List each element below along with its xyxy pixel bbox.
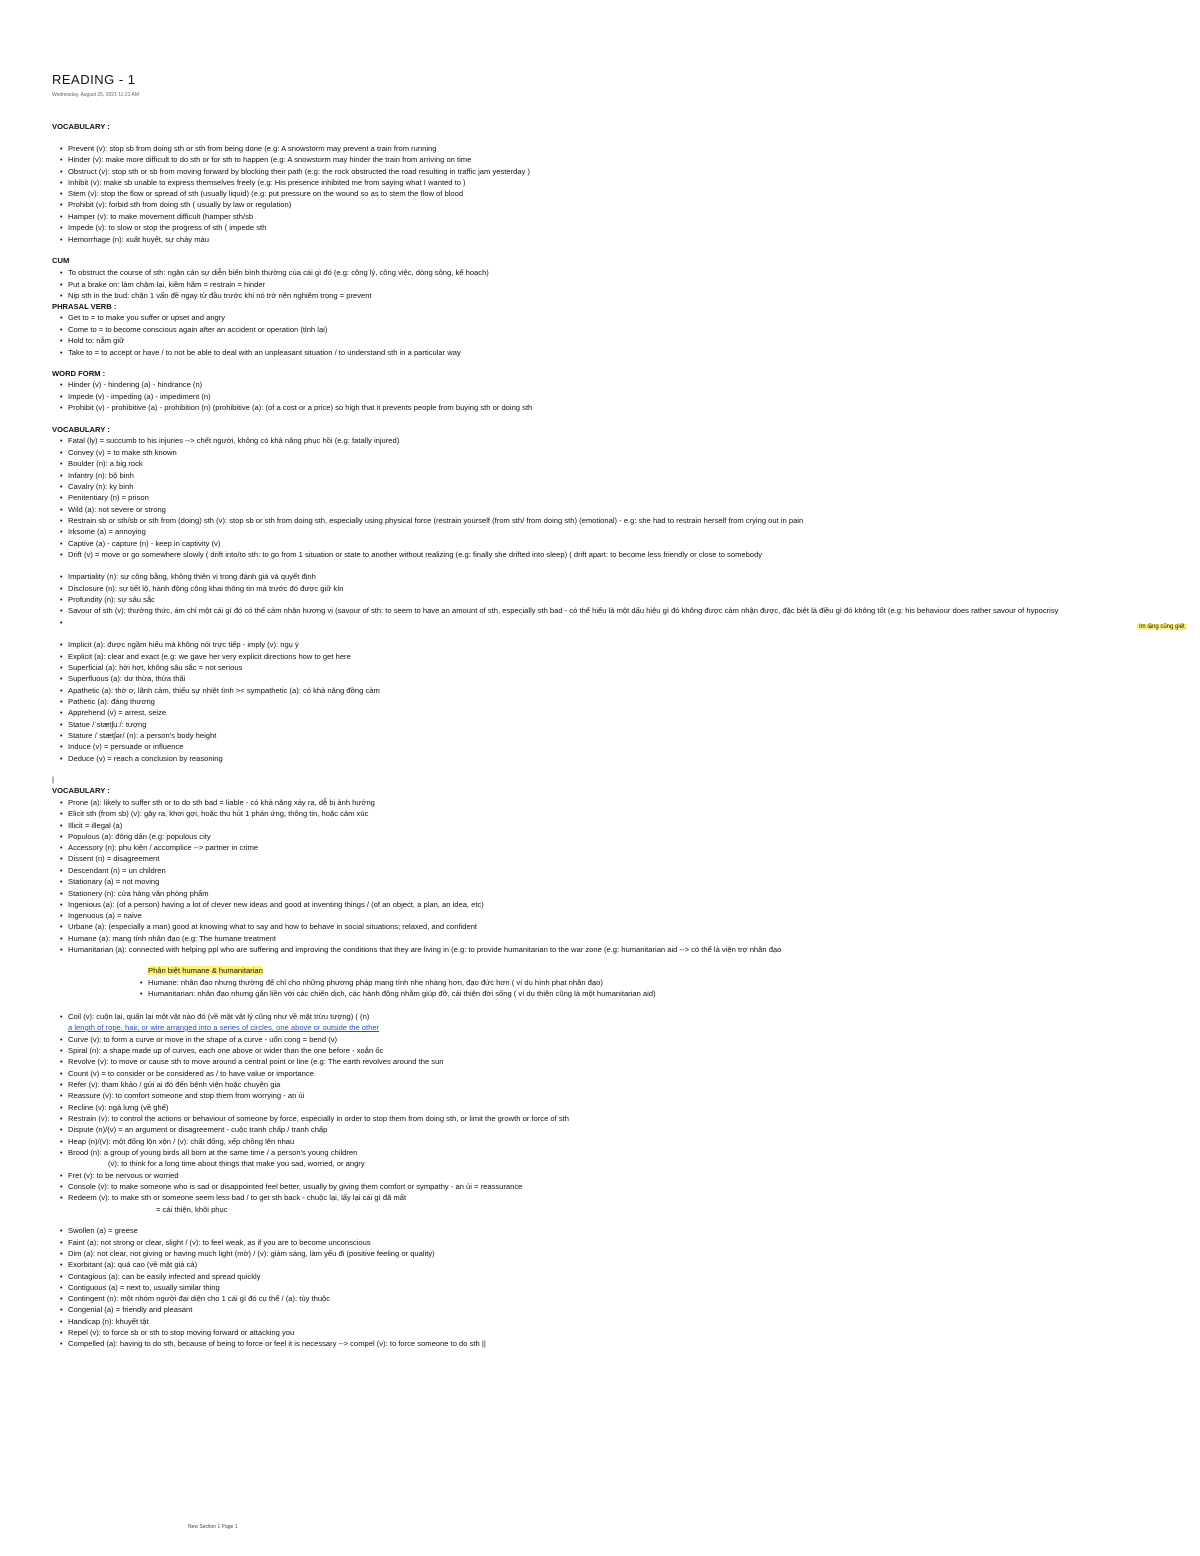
note-line: Apathetic (a): thờ ơ, lãnh cảm, thiếu sự nhiệt tình >< sympathetic (a): có khả năng đồng cảm (68, 686, 380, 695)
note-line: Ingenuous (a) = naive (68, 911, 142, 920)
bullet-icon: • (60, 505, 63, 514)
page-timestamp: Wednesday, August 25, 2021 11:21 AM (52, 92, 140, 98)
note-line: Hamper (v): to make movement difficult (hamper sth/sb (68, 212, 254, 221)
note-line: (v): to think for a long time about things that make you sad, worried, or angry (108, 1159, 365, 1168)
page-title: READING - 1 (52, 72, 136, 87)
bullet-icon: • (60, 1317, 63, 1326)
note-line: Nip sth in the bud: chặn 1 vấn đề ngay từ đầu trước khi nó trở nên nghiêm trọng = prevent (68, 291, 372, 300)
note-line: Infantry (n): bộ binh (68, 471, 134, 480)
note-line: Ingenious (a): (of a person) having a lot of clever new ideas and good at inventing things / (of an object, a plan, an idea, etc) (68, 900, 484, 909)
note-line: Hemorrhage (n): xuất huyết, sự chảy máu (68, 235, 209, 244)
section-heading: PHRASAL VERB : (52, 302, 117, 311)
bullet-icon: • (60, 754, 63, 763)
bullet-icon: • (60, 866, 63, 875)
bullet-icon: • (60, 1249, 63, 1258)
note-line: Captive (a) - capture (n) - keep in captivity (v) (68, 539, 221, 548)
note-line: Hinder (v) - hindering (a) - hindrance (n) (68, 380, 203, 389)
note-line: Prohibit (v): forbid sth from doing sth ( usually by law or regulation) (68, 200, 292, 209)
note-line: Dissent (n) = disagreement (68, 854, 160, 863)
note-line: Statue /ˈstætʃuː/: tượng (68, 720, 147, 729)
note-line: Revolve (v): to move or cause sth to move around a central point or line (e.g: The earth revolves around the sun (68, 1057, 444, 1066)
section-heading: WORD FORM : (52, 369, 106, 378)
note-line: Humanitarian (a): connected with helping ppl who are suffering and improving the conditions that they are living in (e.g: to provide humanitarian to the war zone (e.g: humanitarian aid --> có thể là viện trợ nhân đạo (68, 945, 782, 954)
bullet-icon: • (60, 674, 63, 683)
note-line: Profundity (n): sự sâu sắc (68, 595, 155, 604)
note-line: Boulder (n): a big rock (68, 459, 143, 468)
bullet-icon: • (60, 889, 63, 898)
note-line: Contagious (a): can be easily infected and spread quickly (68, 1272, 261, 1281)
bullet-icon: • (60, 731, 63, 740)
bullet-icon: • (60, 1103, 63, 1112)
bullet-icon: • (60, 945, 63, 954)
bullet-icon: • (60, 1114, 63, 1123)
bullet-icon: • (60, 1125, 63, 1134)
bullet-icon: • (60, 900, 63, 909)
bullet-icon: • (60, 1272, 63, 1281)
note-line: Irksome (a) = annoying (68, 527, 146, 536)
bullet-icon: • (60, 742, 63, 751)
note-line: Count (v) = to consider or be considered as / to have value or importance (68, 1069, 314, 1078)
bullet-icon: • (60, 348, 63, 357)
bullet-icon: • (60, 539, 63, 548)
note-line: Wild (a): not severe or strong (68, 505, 166, 514)
bullet-icon: • (60, 212, 63, 221)
bullet-icon: • (60, 1238, 63, 1247)
note-line: Coil (v): cuộn lại, quấn lại một vật nào đó (về mặt vật lý cũng như về mặt trừu tượng) ( (n) (68, 1012, 370, 1021)
note-line: = cải thiện, khôi phục (156, 1205, 228, 1214)
note-line: Cavalry (n): kỵ binh (68, 482, 134, 491)
bullet-icon: • (60, 380, 63, 389)
bullet-icon: • (60, 584, 63, 593)
note-line: Contingent (n): một nhóm người đại diện cho 1 cái gì đó cụ thể / (a): tùy thuộc (68, 1294, 331, 1303)
bullet-icon: • (60, 313, 63, 322)
bullet-icon: • (60, 877, 63, 886)
note-line: Stature /ˈstætʃər/ (n): a person's body height (68, 731, 217, 740)
section-heading: VOCABULARY : (52, 425, 110, 434)
bullet-icon: • (60, 178, 63, 187)
note-line: Deduce (v) = reach a conclusion by reasoning (68, 754, 223, 763)
bullet-icon: • (60, 155, 63, 164)
highlight-note: Im lặng cũng giết (1139, 624, 1185, 630)
bullet-icon: • (60, 1339, 63, 1348)
note-line: Superficial (a): hời hợt, không sâu sắc = not serious (68, 663, 243, 672)
bullet-icon: • (60, 1193, 63, 1202)
bullet-icon: • (60, 843, 63, 852)
note-line: Stem (v): stop the flow or spread of sth (usually liquid) (e.g: put pressure on the wound so as to stem the flow of blood (68, 189, 464, 198)
bullet-icon: • (60, 493, 63, 502)
bullet-icon: • (60, 1035, 63, 1044)
note-line: Accessory (n): phụ kiện / accomplice --> partner in crime (68, 843, 259, 852)
note-line: Impede (v) - impeding (a) - impediment (n) (68, 392, 211, 401)
note-line[interactable]: a length of rope, hair, or wire arranged into a series of circles, one above or outside the other (68, 1023, 380, 1032)
bullet-icon: • (60, 606, 63, 615)
note-line: Compelled (a): having to do sth, because of being to force or feel it is necessary --> compel (v): to force someone to do sth || (68, 1339, 486, 1348)
bullet-icon: • (60, 832, 63, 841)
bullet-icon: • (60, 572, 63, 581)
bullet-icon: • (60, 697, 63, 706)
bullet-icon: • (60, 1260, 63, 1269)
note-line: Apprehend (v) = arrest, seize (68, 708, 167, 717)
bullet-icon: • (60, 1069, 63, 1078)
bullet-icon: • (60, 167, 63, 176)
bullet-icon: • (60, 1080, 63, 1089)
note-line: Stationary (a) = not moving (68, 877, 160, 886)
section-heading: CUM (52, 256, 70, 265)
bullet-icon: • (60, 325, 63, 334)
note-line: Pathetic (a): đáng thương (68, 697, 155, 706)
bullet-icon: • (60, 821, 63, 830)
note-line: Refer (v): tham khảo / gửi ai đó đến bệnh viện hoặc chuyên gia (68, 1080, 281, 1089)
bullet-icon: • (60, 911, 63, 920)
bullet-icon: • (60, 392, 63, 401)
bullet-icon: • (60, 809, 63, 818)
bullet-icon: • (60, 708, 63, 717)
note-line: Fatal (ly) = succumb to his injuries --> chết người, không có khả năng phục hồi (e.g: fatally injured) (68, 436, 400, 445)
bullet-icon: • (60, 436, 63, 445)
bullet-icon: • (60, 144, 63, 153)
note-line: Implicit (a): được ngầm hiểu mà không nói trực tiếp - imply (v): ngụ ý (68, 640, 299, 649)
bullet-icon: • (60, 663, 63, 672)
bullet-icon: • (60, 189, 63, 198)
note-line: Illicit = illegal (a) (68, 821, 123, 830)
note-line: Put a brake on: làm chậm lại, kiềm hãm = restrain = hinder (68, 280, 266, 289)
section-heading: VOCABULARY : (52, 122, 110, 131)
note-line: Spiral (n): a shape made up of curves, each one above or wider than the one before - xoắn ốc (68, 1046, 384, 1055)
note-line: Hold to: nắm giữ (68, 336, 125, 345)
note-line: Hinder (v): make more difficult to do sth or for sth to happen (e.g: A snowstorm may hinder the train from arriving on time (68, 155, 472, 164)
note-line: Curve (v): to form a curve or move in the shape of a curve - uốn cong = bend (v) (68, 1035, 338, 1044)
bullet-icon: • (60, 1226, 63, 1235)
bullet-icon: • (60, 1137, 63, 1146)
bullet-icon: • (60, 934, 63, 943)
bullet-icon: • (60, 223, 63, 232)
note-line: Obstruct (v): stop sth or sb from moving forward by blocking their path (e.g: the rock obstructed the road resulting in traffic jam yesterday ) (68, 167, 531, 176)
distinction-item: Humanitarian: nhân đạo nhưng gắn liền với các chiến dịch, các hành động nhằm giúp đỡ, cải thiện đời sống ( ví dụ thiện cũng là một humanitarian aid) (148, 989, 656, 998)
bullet-icon: • (60, 235, 63, 244)
note-line: Superfluous (a): dư thừa, thừa thãi (68, 674, 186, 683)
note-line: Handicap (n): khuyết tật (68, 1317, 149, 1326)
distinction-item: Humane: nhân đạo nhưng thường để chỉ cho những phương pháp mang tính nhẹ nhàng hơn, đạo đức hơn ( ví dụ hình phạt nhân đạo) (148, 978, 603, 987)
distinction-heading: Phân biệt humane & humanitarian (148, 966, 263, 975)
bullet-icon: • (60, 798, 63, 807)
note-line: | (52, 775, 54, 784)
note-line: Savour of sth (v): thưởng thức, ám chỉ một cái gì đó có thể cảm nhận hương vị (savour of sth: to seem to have an amount of sth, especially sth bad - có thể hiểu là một dấu hiệu gì đó không được cảm nhận được, đặc biệt là điều gì đó không tốt (e.g: his behaviour does rather savour of hypocrisy (68, 606, 1059, 615)
bullet-icon: • (140, 989, 143, 998)
note-line: Congenial (a) = friendly and pleasant (68, 1305, 193, 1314)
note-line: Prone (a): likely to suffer sth or to do sth bad = liable - có khả năng xảy ra, dễ bị ảnh hưởng (68, 798, 375, 807)
note-line: Reassure (v): to comfort someone and stop them from worrying - an ủi (68, 1091, 305, 1100)
note-line: Take to = to accept or have / to not be able to deal with an unpleasant situation / to understand sth in a particular way (68, 348, 461, 357)
note-line: Humane (a): mang tính nhân đạo (e.g: The humane treatment (68, 934, 276, 943)
note-line: Redeem (v): to make sth or someone seem less bad / to get sth back - chuộc lại, lấy lại cái gì đã mất (68, 1193, 407, 1202)
bullet-icon: • (60, 1171, 63, 1180)
note-line: Get to = to make you suffer or upset and angry (68, 313, 226, 322)
note-line: Disclosure (n): sự tiết lộ, hành động công khai thông tin mà trước đó được giữ kín (68, 584, 344, 593)
bullet-icon: • (60, 280, 63, 289)
bullet-icon: • (60, 1294, 63, 1303)
page-footer: New Section 1 Page 1 (188, 1524, 238, 1530)
note-line: Prevent (v): stop sb from doing sth or sth from being done (e.g: A snowstorm may prevent a train from running (68, 144, 437, 153)
bullet-icon: • (60, 1305, 63, 1314)
note-line: Elicit sth (from sb) (v): gây ra, khơi gợi, hoặc thu hút 1 phản ứng, thông tin, hoặc cảm xúc (68, 809, 369, 818)
bullet-icon: • (60, 1057, 63, 1066)
note-line: Convey (v) = to make sth known (68, 448, 177, 457)
note-line: Impartiality (n): sự công bằng, không thiên vị trong đánh giá và quyết định (68, 572, 316, 581)
note-line: Descendant (n) = un children (68, 866, 166, 875)
bullet-icon: • (60, 200, 63, 209)
bullet-icon: • (60, 291, 63, 300)
section-heading: VOCABULARY : (52, 786, 110, 795)
bullet-icon: • (60, 1182, 63, 1191)
note-line: To obstruct the course of sth: ngăn cản sự diễn biến bình thường của cái gì đó (e.g: công lý, công việc, dòng sông, kế hoạch) (68, 268, 489, 277)
note-line: Penitentiary (n) = prison (68, 493, 149, 502)
bullet-icon: • (60, 854, 63, 863)
bullet-icon: • (60, 720, 63, 729)
note-line: Drift (v) = move or go somewhere slowly ( drift into/to sth: to go from 1 situation or state to another without realizing (e.g: finally she drifted into sleep) ( drift apart: to become less friendly or close to somebody (68, 550, 763, 559)
bullet-icon: • (60, 1091, 63, 1100)
note-line: Console (v): to make someone who is sad or disappointed feel better, usually by giving them comfort or sympathy - an ủi = reassurance (68, 1182, 523, 1191)
note-line: Dim (a): not clear, not giving or having much light (mờ) / (v): giảm sáng, làm yếu đi (positive feeling or quality) (68, 1249, 435, 1258)
note-line: Fret (v): to be nervous or worried (68, 1171, 179, 1180)
note-line: Induce (v) = persuade or influence (68, 742, 184, 751)
bullet-icon: • (60, 1012, 63, 1021)
note-line: Swollen (a) = greese (68, 1226, 138, 1235)
note-line: Restrain sb or sth/sb or sth from (doing) sth (v): stop sb or sth from doing sth, especially using physical force (restrain yourself (from sth/ from doing sth) (emotional) - e.g: she had to restrain herself from crying out in pain (68, 516, 804, 525)
note-line: Explicit (a): clear and exact (e.g: we gave her very explicit directions how to get here (68, 652, 351, 661)
note-line: Contiguous (a) = next to, usually similar thing (68, 1283, 220, 1292)
note-line: Inhibit (v): make sb unable to express themselves freely (e.g: His presence inhibited me from saying what I wanted to ) (68, 178, 466, 187)
bullet-icon: • (60, 595, 63, 604)
bullet-icon: • (60, 652, 63, 661)
bullet-icon: • (60, 640, 63, 649)
bullet-icon: • (140, 978, 143, 987)
note-line: Stationery (n): cửa hàng văn phòng phẩm (68, 889, 209, 898)
note-line: Brood (n): a group of young birds all born at the same time / a person's young children (68, 1148, 358, 1157)
bullet-icon: • (60, 1046, 63, 1055)
bullet-icon: • (60, 686, 63, 695)
bullet-icon: • (60, 482, 63, 491)
bullet-icon: • (60, 403, 63, 412)
bullet-icon: • (60, 516, 63, 525)
note-line: Faint (a): not strong or clear, slight / (v): to feel weak, as if you are to become unconscious (68, 1238, 371, 1247)
bullet-icon: • (60, 448, 63, 457)
bullet-icon: • (60, 1328, 63, 1337)
note-line: Restrain (v): to control the actions or behaviour of someone by force, especially in order to stop them from doing sth, or limit the growth or force of sth (68, 1114, 569, 1123)
note-line: Impede (v): to slow or stop the progress of sth ( impede sth (68, 223, 267, 232)
note-line: Exorbitant (a): quá cao (về mặt giá cả) (68, 1260, 198, 1269)
note-line: Dispute (n)/(v) = an argument or disagreement - cuộc tranh chấp / tranh chấp (68, 1125, 328, 1134)
bullet-icon: • (60, 550, 63, 559)
bullet-icon: • (60, 471, 63, 480)
bullet-icon: • (60, 527, 63, 536)
note-line: Populous (a): đông dân (e.g: populous city (68, 832, 211, 841)
bullet-icon: • (60, 1148, 63, 1157)
bullet-icon: • (60, 336, 63, 345)
note-line: Urbane (a): (especially a man) good at knowing what to say and how to behave in social situations; relaxed, and confident (68, 922, 478, 931)
bullet-icon: • (60, 268, 63, 277)
bullet-icon: • (60, 459, 63, 468)
note-line: Come to = to become conscious again after an accident or operation (tỉnh lại) (68, 325, 328, 334)
bullet-icon: • (60, 1283, 63, 1292)
bullet-icon: • (60, 618, 63, 627)
note-line: Repel (v): to force sb or sth to stop moving forward or attacking you (68, 1328, 295, 1337)
note-line: Recline (v): ngả lưng (về ghế) (68, 1103, 169, 1112)
bullet-icon: • (60, 922, 63, 931)
note-line: Heap (n)/(v): một đống lộn xộn / (v): chất đống, xếp chồng lên nhau (68, 1137, 295, 1146)
note-line: Prohibit (v) - prohibitive (a) - prohibition (n) (prohibitive (a): (of a cost or a price) so high that it prevents people from buying sth or doing sth (68, 403, 533, 412)
